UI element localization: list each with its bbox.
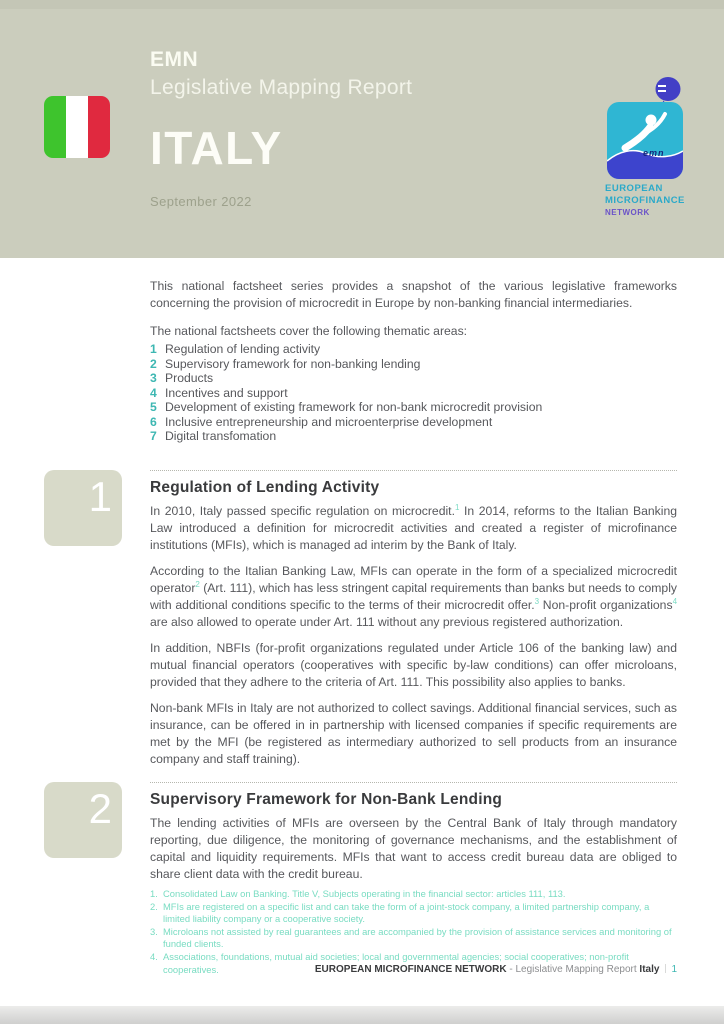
emn-logo-graphic (605, 76, 689, 180)
thematic-area-item (150, 357, 677, 372)
section-paragraph: Non-bank MFIs in Italy are not authorized to collect savings. Additional financial services, such as insurance, can be offered in in partnership with licensed companies if specific requirements are met by the MFI (be registered as intermediary authorized to sell products from an insurance company and staff training). (150, 700, 677, 766)
footer-dash: - (506, 964, 516, 975)
section-number-badge: 2 (44, 782, 122, 858)
section-paragraph: The lending activities of MFIs are overseen by the Central Bank of Italy through mandatory reporting, due diligence, the monitoring of governance mechanisms, and the establishment of capital and liquidity requirements. MFIs that want to access credit bureau data are obliged to share client data with the credit bureau. (150, 815, 677, 881)
area-label: Regulation of lending activity (165, 342, 321, 356)
flag-red-stripe (88, 96, 110, 158)
thematic-area-item (150, 371, 677, 386)
footnote-number: 2. (150, 900, 158, 912)
footnote-text: Microloans not assisted by real guarantees and are accompanied by the provision of assistance services and monitoring of funded clients. (163, 925, 672, 950)
section-paragraph: According to the Italian Banking Law, MFIs can operate in the form of a specialized microcredit operator$^2$ (Art. 111), which has less stringent capital requirements than banks but needs to comply with additional conditions specific to the terms of their microcredit offer.$^3$ Non-profit organizations$^4$ are also allowed to operate under Art. 111 without any previous registered authorization. (150, 563, 678, 629)
section-number-badge: 1 (44, 470, 122, 546)
thematic-area-item (150, 400, 677, 415)
footnotes-list (150, 888, 677, 976)
section-regulation-of-lending-activity (88, 470, 678, 768)
footer-separator (665, 964, 666, 973)
thematic-areas-list (150, 342, 677, 444)
logo-square (607, 102, 683, 179)
org-abbrev: EMN (150, 48, 199, 71)
section-title: Regulation of Lending Activity (150, 478, 380, 496)
footnote-text: MFIs are registered on a specific list and can take the form of a joint-stock company, a limited partnership company, a limited liability company or a cooperative society. (163, 900, 650, 925)
footer-page-number: 1 (671, 964, 677, 975)
logo-line-microfinance: MICROFINANCE (605, 195, 685, 206)
area-label: Digital transfomation (165, 429, 277, 443)
footnote-ref: 3 (534, 596, 540, 606)
logo-wordmark (605, 183, 689, 218)
footnote-item (150, 926, 677, 951)
section-paragraph: In addition, NBFIs (for-profit organizations regulated under Article 106 of the banking law) and mutual financial operators (cooperatives with specific by-law conditions) can offer microloans, provided that they adhere to the criteria of Art. 111. This possibility also applies to banks. (150, 640, 677, 689)
footer-org: EUROPEAN MICROFINANCE NETWORK (314, 964, 507, 975)
emn-logo (605, 76, 689, 218)
footnote-number: 3. (150, 925, 158, 937)
footnote-text: Consolidated Law on Banking. Title V, Subjects operating in the financial sector: articles 111, 113. (163, 888, 566, 899)
footnote-item (150, 888, 677, 901)
footnote-ref: 4 (672, 596, 678, 606)
intro-paragraph: This national factsheet series provides a snapshot of the various legislative frameworks concerning the provision of microcredit in Europe by non-banking financial intermediaries. (150, 279, 677, 310)
thematic-area-item (150, 386, 677, 401)
thematic-area-item (150, 342, 677, 357)
area-number: 2 (150, 356, 157, 371)
country-title: ITALY (150, 122, 283, 174)
footnote-item (150, 901, 677, 926)
area-label: Development of existing framework for non-bank microcredit provision (165, 400, 543, 414)
report-type: Legislative Mapping Report (150, 76, 413, 99)
area-number: 5 (150, 400, 157, 414)
emn-emblem-text: emn (643, 148, 665, 158)
area-label: Products (165, 371, 214, 385)
area-label: Supervisory framework for non-banking lending (165, 356, 421, 371)
footer-report: Legislative Mapping Report (515, 964, 640, 975)
section-supervisory-framework (88, 782, 677, 883)
footnote-ref: 2 (195, 579, 200, 589)
footer-country: Italy (639, 964, 660, 975)
footnote-ref: 1 (454, 502, 460, 512)
flag-white-stripe (66, 96, 88, 158)
area-number: 3 (150, 371, 157, 385)
logo-line-european: EUROPEAN (605, 183, 663, 194)
flag-green-stripe (44, 96, 66, 158)
page-footer (315, 964, 677, 975)
thematic-areas-intro: The national factsheets cover the following thematic areas: (150, 324, 468, 338)
page-bottom-edge (0, 1006, 724, 1024)
report-header (0, 0, 724, 258)
footnote-text: Associations, foundations, mutual aid societies; local and governmental agencies; social cooperatives; non-profit cooperatives. (163, 950, 629, 975)
thematic-area-item (150, 415, 677, 430)
section-title: Supervisory Framework for Non-Bank Lending (150, 790, 503, 808)
footnote-number: 4. (150, 950, 158, 962)
logo-line-network: NETWORK (605, 208, 650, 217)
page-top-edge (0, 0, 724, 9)
thematic-area-item (150, 429, 677, 444)
area-number: 7 (150, 429, 157, 443)
section-paragraph: In 2010, Italy passed specific regulation on microcredit.$^1$ In 2014, reforms to the Italian Banking Law introduced a definition for microcredit activities and created a register of microfinance institutions (MFIs), which is managed ad interim by the Bank of Italy. (150, 502, 677, 552)
footnote-number: 1. (150, 888, 158, 899)
area-label: Incentives and support (165, 385, 288, 400)
area-number: 1 (150, 342, 157, 356)
report-date: September 2022 (150, 194, 252, 209)
area-number: 4 (150, 385, 157, 400)
title-block (150, 46, 412, 209)
area-label: Inclusive entrepreneurship and microenterprise development (165, 414, 493, 429)
area-number: 6 (150, 414, 157, 429)
main-content (88, 258, 678, 883)
italy-flag-icon (44, 96, 110, 158)
